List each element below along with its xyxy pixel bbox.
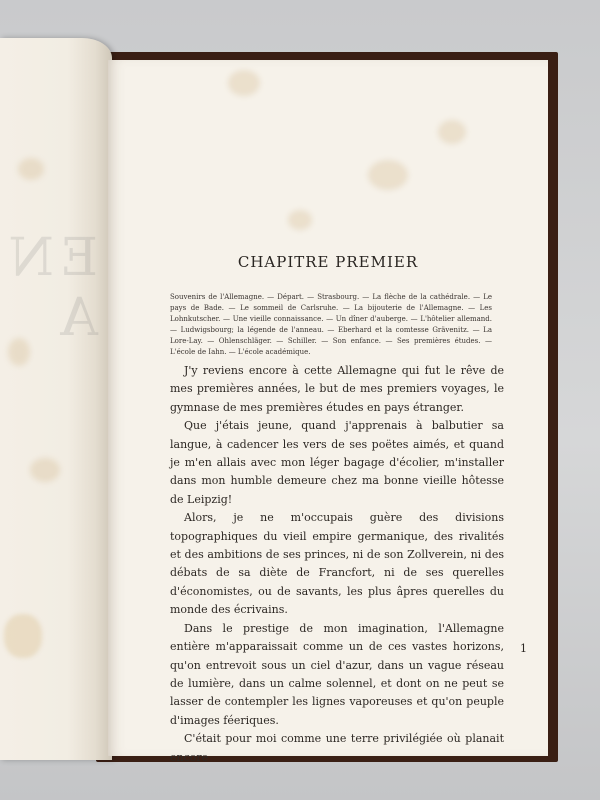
- bleed-through-text: EN A: [2, 228, 98, 348]
- paragraph: J'y reviens encore à cette Allemagne qui fut le rêve de mes premières années, le but de mes premiers voyages, le gymnase de mes premières études en pays étranger.: [170, 364, 504, 414]
- paragraph: Que j'étais jeune, quand j'apprenais à balbutier sa langue, à cadencer les vers de ses poëtes aimés, et quand je m'en allais avec mon léger bagage d'écolier, m'installer dans mon humble demeure chez ma bonne vieille hôtesse de Leipzig!: [170, 419, 504, 506]
- page-number: 1: [520, 642, 527, 655]
- right-page: [108, 60, 548, 764]
- left-page: [0, 38, 112, 760]
- paragraph: Dans le prestige de mon imagination, l'Allemagne entière m'apparaissait comme un de ces vastes horizons, qu'on entrevoit sous un ciel d'azur, dans un vague réseau de lumière, dans un calme solennel, et dont on ne peut se lasser de contempler les lignes vaporeuses et qu'on peuple d'images féeriques.: [170, 621, 504, 727]
- chapter-summary: Souvenirs de l'Allemagne. — Départ. — Strasbourg. — La flèche de la cathédrale. — Le pays de Bade. — Le sommeil de Carlsruhe. — La bijouterie de l'Allemagne. — Les Lohnkutscher. — Une vieille connaissance. — Un dîner d'auberge. — L'hôtelier allemand. — Ludwigsbourg; la légende de l'anneau. — Eberhard et la comtesse Grävenitz. — La Lore-Lay. — Ohlenschläger. — Schiller. — Son enfance. — Ses premières études. — L'école de Iahn. — L'école académique.: [170, 293, 492, 356]
- paragraph: Alors, je ne m'occupais guère des divisions topographiques du vieil empire germanique, des rivalités et des ambitions de ses princes, ni de son Zollverein, ni des débats de sa diète de Francfort, ni de ses querelles d'économistes, ou de savants, les plus âpres querelles du monde des écrivains.: [170, 511, 504, 617]
- paper-stain: [4, 614, 42, 658]
- chapter-title: CHAPITRE PREMIER: [237, 253, 419, 271]
- body-text: [170, 362, 504, 767]
- paragraph: C'était pour moi comme une terre privilégiée où planait encore: [170, 732, 504, 764]
